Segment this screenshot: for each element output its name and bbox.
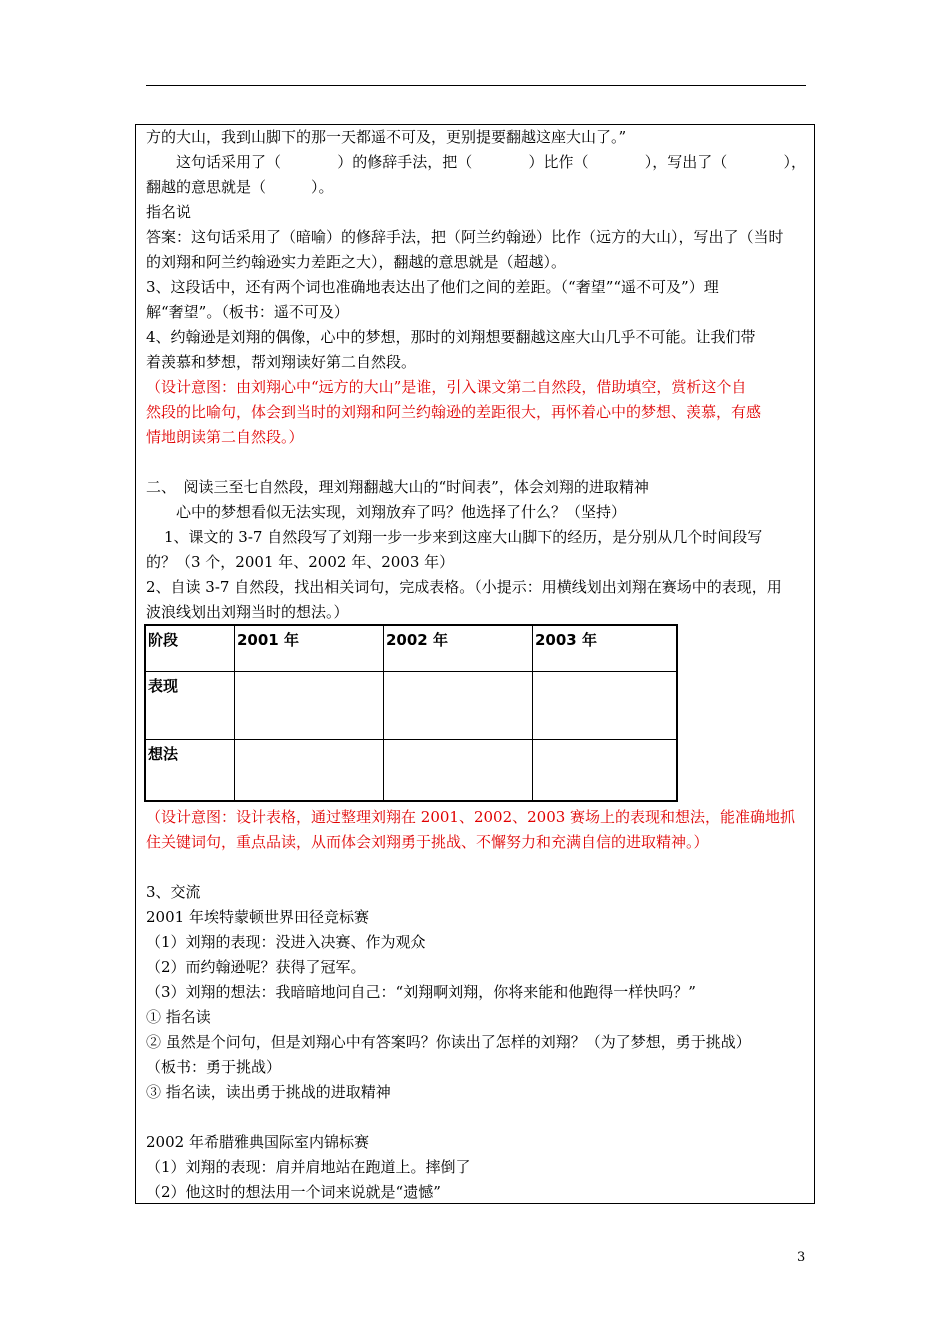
table-header-cell: 2003 年 (533, 625, 678, 671)
text-line: 2001 年埃特蒙顿世界田径竞标赛 (146, 908, 369, 926)
design-intent-note: 情地朗读第二自然段。） (146, 428, 304, 446)
answer-line: 的刘翔和阿兰约翰逊实力差距之大），翻越的意思就是（超越）。 (146, 253, 567, 271)
text-line: 2002 年希腊雅典国际室内锦标赛 (146, 1133, 369, 1151)
text-line: （板书：勇于挑战） (146, 1058, 282, 1076)
section-heading: 二、 阅读三至七自然段，理刘翔翻越大山的“时间表”，体会刘翔的进取精神 (146, 478, 649, 496)
text-line: 翻越的意思就是（ ）。 (146, 178, 334, 196)
table-cell[interactable] (384, 671, 533, 739)
text-line: 心中的梦想看似无法实现，刘翔放弃了吗？他选择了什么？（坚持） (176, 503, 627, 521)
text-line: 4、约翰逊是刘翔的偶像，心中的梦想，那时的刘翔想要翻越这座大山几乎不可能。让我们带 (146, 328, 756, 346)
table-row (145, 671, 677, 739)
table-header-row (145, 625, 677, 671)
text-line: ③ 指名读，读出勇于挑战的进取精神 (146, 1083, 391, 1101)
table-header-cell: 2002 年 (384, 625, 533, 671)
table-row-label: 表现 (145, 671, 235, 739)
text-line: （2）而约翰逊呢？获得了冠军。 (146, 958, 366, 976)
fill-blank-question: 这句话采用了（ ）的修辞手法，把（ ）比作（ ），写出了（ ）， (176, 153, 806, 171)
text-line: （1）刘翔的表现：肩并肩地站在跑道上。摔倒了 (146, 1158, 471, 1176)
answer-line: 答案：这句话采用了（暗喻）的修辞手法，把（阿兰约翰逊）比作（远方的大山），写出了（当时 (146, 228, 784, 246)
stage-table (144, 624, 678, 802)
table-row (145, 739, 677, 801)
design-intent-note: 然段的比喻句，体会到当时的刘翔和阿兰约翰逊的差距很大，再怀着心中的梦想、羡慕，有感 (146, 403, 762, 421)
table-header-cell: 阶段 (145, 625, 235, 671)
table-cell[interactable] (533, 671, 678, 739)
design-intent-note: 住关键词句，重点品读，从而体会刘翔勇于挑战、不懈努力和充满自信的进取精神。） (146, 833, 709, 851)
text-line: 解“奢望”。（板书：遥不可及） (146, 303, 349, 321)
table-cell[interactable] (384, 739, 533, 801)
text-line: 方的大山，我到山脚下的那一天都遥不可及，更别提要翻越这座大山了。” (146, 128, 627, 146)
text-line: 波浪线划出刘翔当时的想法。） (146, 603, 349, 621)
text-line: （3）刘翔的想法：我暗暗地问自己：“刘翔啊刘翔，你将来能和他跑得一样快吗？” (146, 983, 696, 1001)
text-line: 指名说 (146, 203, 192, 221)
text-line: （2）他这时的想法用一个词来说就是“遗憾” (146, 1183, 441, 1201)
text-line: 的？（3 个，2001 年、2002 年、2003 年） (146, 553, 455, 571)
text-line: ② 虽然是个问句，但是刘翔心中有答案吗？你读出了怎样的刘翔？（为了梦想，勇于挑战） (146, 1033, 751, 1051)
text-line: ① 指名读 (146, 1008, 211, 1026)
design-intent-note: （设计意图：设计表格，通过整理刘翔在 2001、2002、2003 赛场上的表现和想法，能准确地抓 (146, 808, 796, 826)
table-header-cell: 2001 年 (235, 625, 384, 671)
design-intent-note: （设计意图：由刘翔心中“远方的大山”是谁，引入课文第二自然段，借助填空，赏析这个自 (146, 378, 747, 396)
header-rule (146, 85, 806, 86)
text-line: 2、自读 3-7 自然段，找出相关词句，完成表格。（小提示：用横线划出刘翔在赛场中的表现，用 (146, 578, 782, 596)
text-line: （1）刘翔的表现：没进入决赛、作为观众 (146, 933, 426, 951)
table-row-label: 想法 (145, 739, 235, 801)
text-line: 1、课文的 3-7 自然段写了刘翔一步一步来到这座大山脚下的经历，是分别从几个时间段写 (164, 528, 763, 546)
page-number: 3 (797, 1250, 806, 1265)
table-cell[interactable] (235, 671, 384, 739)
text-line: 3、这段话中，还有两个词也准确地表达出了他们之间的差距。（“奢望”“遥不可及”）理 (146, 278, 719, 296)
table-cell[interactable] (533, 739, 678, 801)
text-line: 着羡慕和梦想，帮刘翔读好第二自然段。 (146, 353, 417, 371)
text-line: 3、交流 (146, 883, 201, 901)
table-cell[interactable] (235, 739, 384, 801)
